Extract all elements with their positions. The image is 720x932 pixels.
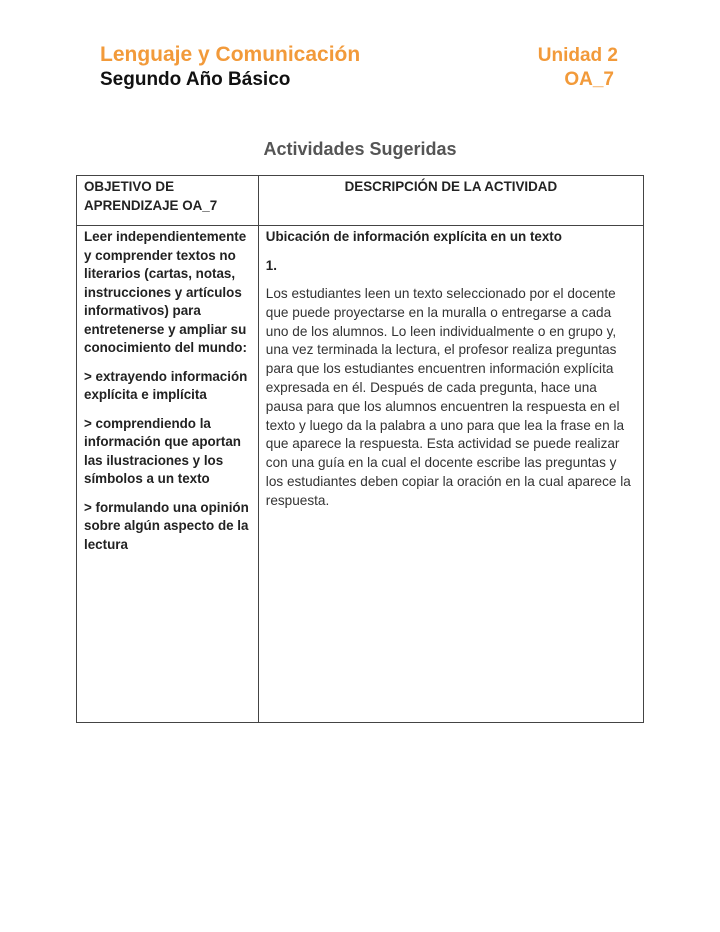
activity-title: Ubicación de información explícita en un texto xyxy=(265,229,562,244)
activity-number: 1. xyxy=(265,257,277,273)
objective-code: OA_7 xyxy=(564,69,614,90)
subject-title: Lenguaje y Comunicación xyxy=(100,43,361,66)
grade-title: Segundo Año Básico xyxy=(100,69,291,90)
unit-label: Unidad 2 xyxy=(537,45,618,66)
description-header: DESCRIPCIÓN DE LA ACTIVIDAD xyxy=(258,176,643,226)
objective-bullet: > formulando una opinión sobre algún aspecto de la lectura xyxy=(84,499,249,552)
objective-main-text: Leer independientemente y comprender textos no literarios (cartas, notas, instrucciones y artículos informativos) para entretenerse y ampliar su conocimiento del mundo: xyxy=(84,229,247,355)
objective-cell xyxy=(77,226,259,723)
activities-table xyxy=(76,175,644,723)
objective-header: OBJETIVO DE APRENDIZAJE OA_7 xyxy=(77,176,259,226)
table-header-row xyxy=(77,176,644,226)
description-cell xyxy=(258,226,643,723)
section-title: Actividades Sugeridas xyxy=(263,139,457,159)
header-right xyxy=(538,44,618,92)
objective-bullet: > comprendiendo la información que aportan las ilustraciones y los símbolos a un texto xyxy=(84,415,241,486)
table-row xyxy=(77,226,644,723)
activity-body: Los estudiantes leen un texto seleccionado por el docente que puede proyectarse en la muralla o entregarse a cada uno de los alumnos. Lo leen individualmente o en grupo y, una vez terminada la lectura, el profesor realiza preguntas para que los estudiantes encuentren información explícita expresada en él. Después de cada pregunta, hace una pausa para que los alumnos encuentren la respuesta en el texto y luego da la palabra a uno para que lea la frase en la que aparece la respuesta. Esta actividad se puede realizar con una guía en la cual el docente escribe las preguntas y los estudiantes deben copiar la oración en la cual aparece la respuesta. xyxy=(265,286,631,508)
objective-bullet: > extrayendo información explícita e implícita xyxy=(84,368,248,402)
header-left xyxy=(100,42,360,92)
